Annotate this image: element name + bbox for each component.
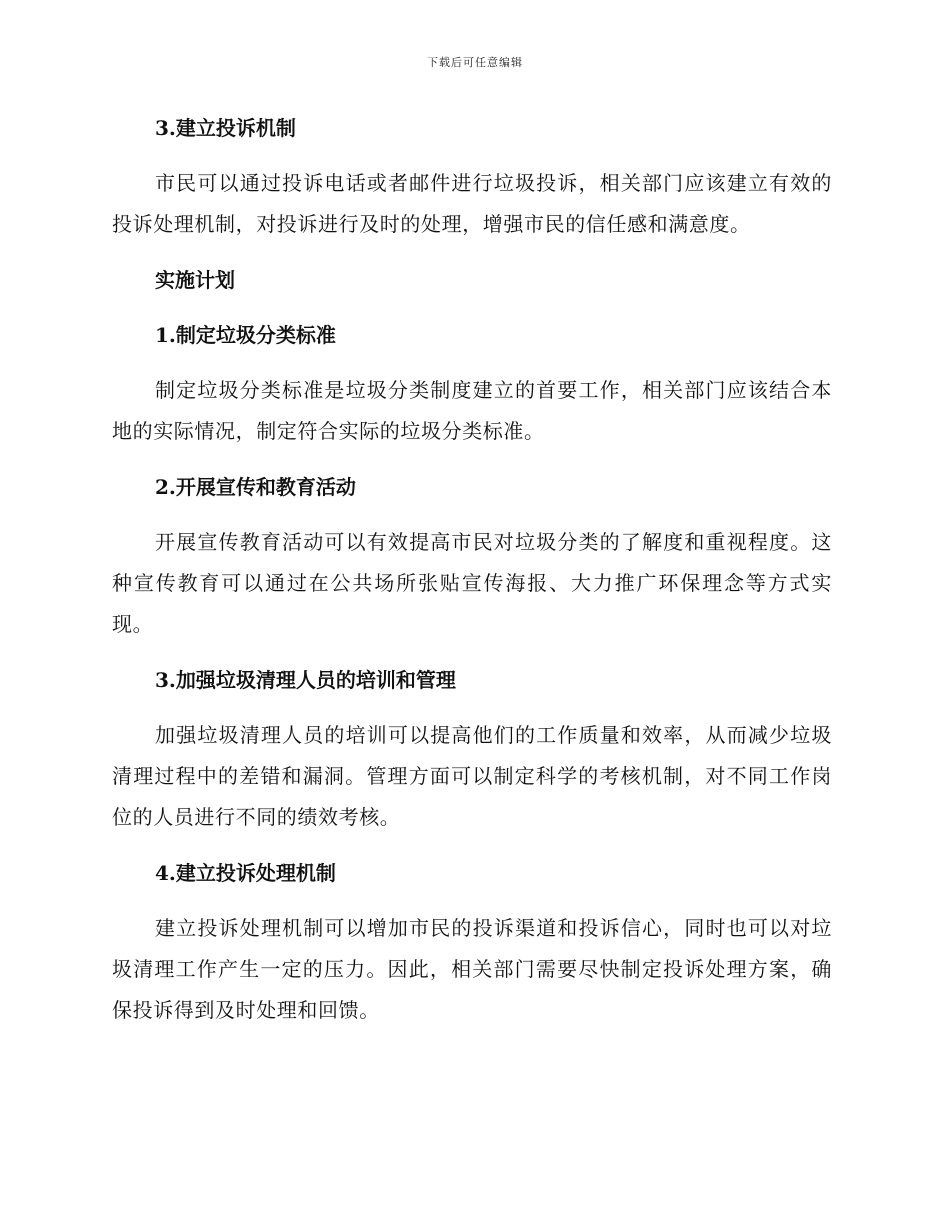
paragraph-classification-standard: 制定垃圾分类标准是垃圾分类制度建立的首要工作，相关部门应该结合本地的实际情况，制定符合实际的垃圾分类标准。 — [112, 378, 832, 443]
paragraph-publicity-education: 开展宣传教育活动可以有效提高市民对垃圾分类的了解度和重视程度。这种宣传教育可以通过在公共场所张贴宣传海报、大力推广环保理念等方式实现。 — [112, 530, 832, 636]
section-heading-complaint-handling: 4.建立投诉处理机制 — [155, 861, 336, 885]
paragraph-complaint-handling: 建立投诉处理机制可以增加市民的投诉渠道和投诉信心，同时也可以对垃圾清理工作产生一定的压力。因此，相关部门需要尽快制定投诉处理方案，确保投诉得到及时处理和回馈。 — [112, 916, 832, 1022]
section-heading-complaint-mechanism: 3.建立投诉机制 — [155, 116, 296, 140]
paragraph-complaint-mechanism: 市民可以通过投诉电话或者邮件进行垃圾投诉，相关部门应该建立有效的投诉处理机制，对投诉进行及时的处理，增强市民的信任感和满意度。 — [112, 171, 832, 236]
section-heading-classification-standard: 1.制定垃圾分类标准 — [155, 323, 336, 347]
section-heading-publicity-education: 2.开展宣传和教育活动 — [155, 475, 356, 499]
section-heading-implementation-plan: 实施计划 — [155, 268, 235, 292]
document-body — [112, 108, 832, 1046]
paragraph-staff-training: 加强垃圾清理人员的培训可以提高他们的工作质量和效率，从而减少垃圾清理过程中的差错和漏洞。管理方面可以制定科学的考核机制，对不同工作岗位的人员进行不同的绩效考核。 — [112, 723, 832, 829]
section-heading-staff-training: 3.加强垃圾清理人员的培训和管理 — [155, 668, 456, 692]
header-note: 下载后可任意编辑 — [427, 56, 523, 69]
